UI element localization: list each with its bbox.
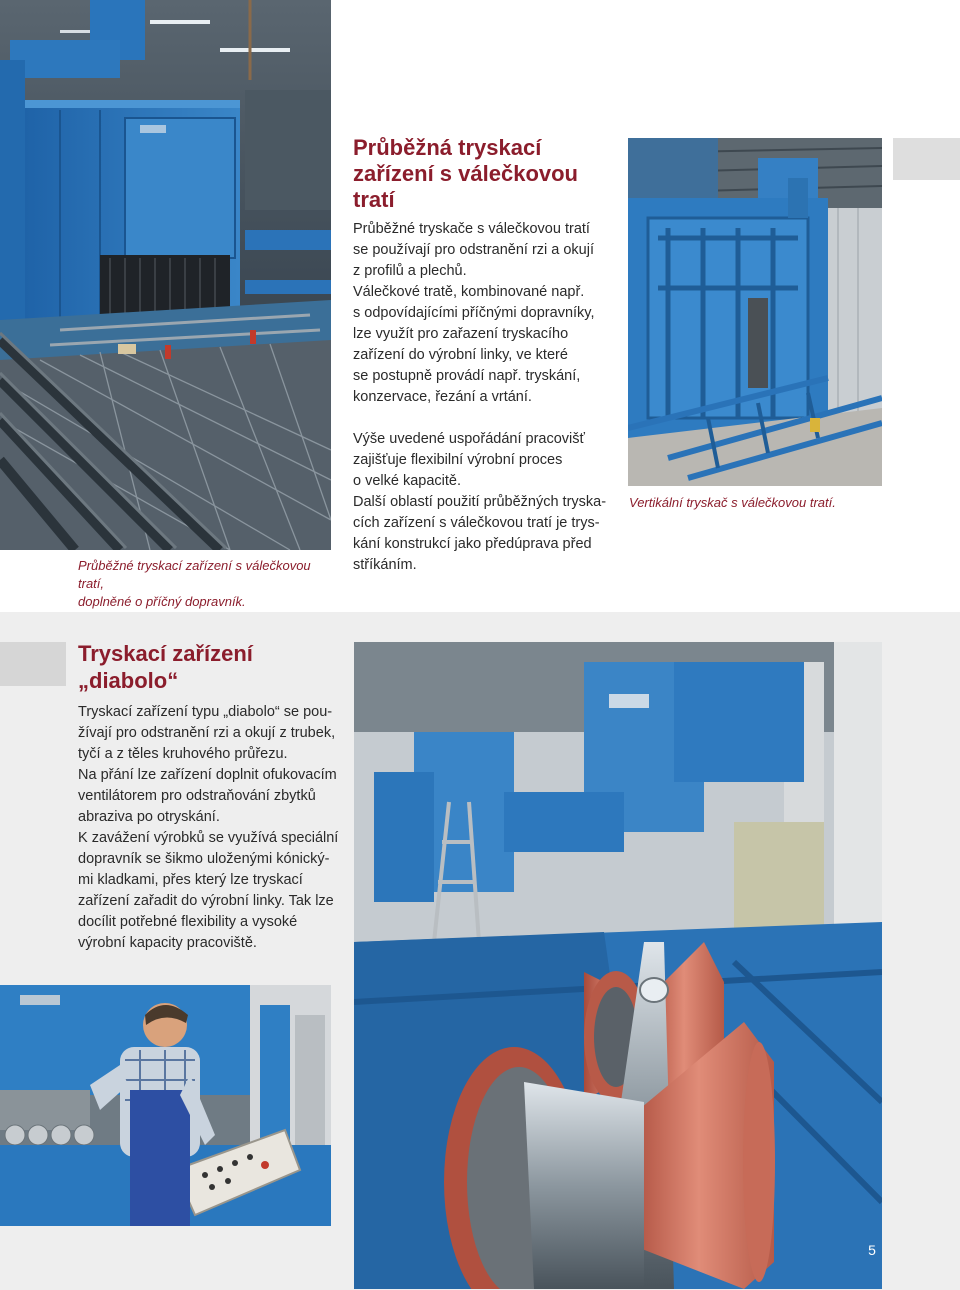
- page-number: 5: [868, 1242, 876, 1258]
- title-line: zařízení s válečkovou: [353, 161, 578, 186]
- text-line: z profilů a plechů.: [353, 263, 467, 279]
- text-line: cích zařízení s válečkovou tratí je trys-: [353, 515, 600, 531]
- text-line: o velké kapacitě.: [353, 473, 462, 489]
- section-title: [78, 640, 338, 694]
- text-line: zajišťuje flexibilní výrobní proces: [353, 452, 563, 468]
- title-line: tratí: [353, 187, 395, 212]
- photo-vertical-blaster: [628, 138, 882, 486]
- title-line: Průběžná tryskací: [353, 135, 542, 160]
- text-line: mi kladkami, přes který lze tryskací: [78, 872, 303, 888]
- text-line: výrobní kapacity pracoviště.: [78, 935, 257, 951]
- text-line: Na přání lze zařízení doplnit ofukovacím: [78, 767, 337, 783]
- caption-left: [78, 557, 338, 611]
- photo-roller-blasting-machine: [0, 0, 331, 550]
- text-line: stříkáním.: [353, 557, 417, 573]
- caption-line: doplněné o příčný dopravník.: [78, 594, 246, 609]
- text-line: se postupně provádí např. tryskání,: [353, 368, 581, 384]
- title-line: Tryskací zařízení: [78, 641, 253, 666]
- text-line: konzervace, řezání a vrtání.: [353, 389, 532, 405]
- photo-operator-control-panel: [0, 985, 331, 1226]
- diabolo-paragraph: [78, 702, 340, 954]
- text-line: Tryskací zařízení typu „diabolo“ se pou-: [78, 704, 333, 720]
- text-line: abraziva po otryskání.: [78, 809, 220, 825]
- text-line: žívají pro odstranění rzi a okují z trubek,: [78, 725, 336, 741]
- text-line: se používají pro odstranění rzi a okují: [353, 242, 594, 258]
- title-line: „diabolo“: [78, 668, 179, 693]
- caption-right: Vertikální tryskač s válečkovou tratí.: [629, 495, 836, 510]
- text-line: Válečkové tratě, kombinované např.: [353, 284, 585, 300]
- text-line: tyčí a z těles kruhového průřezu.: [78, 746, 288, 762]
- text-line: Průběžné tryskače s válečkovou tratí: [353, 221, 590, 237]
- text-line: zařízení zařadit do výrobní linky. Tak lze: [78, 893, 334, 909]
- caption-line: Průběžné tryskací zařízení s válečkovou tratí,: [78, 558, 311, 591]
- second-paragraph: [353, 429, 613, 576]
- decorative-gray-tab: [893, 138, 960, 180]
- text-line: dopravník se šikmo uloženými kónický-: [78, 851, 330, 867]
- text-line: docílit potřebné flexibility a vysoké: [78, 914, 298, 930]
- text-line: lze využít pro zařazení tryskacího: [353, 326, 569, 342]
- text-line: kání konstrukcí jako předúprava před: [353, 536, 592, 552]
- section-title: [353, 135, 613, 213]
- text-line: zařízení do výrobní linky, ve které: [353, 347, 568, 363]
- text-line: ventilátorem pro odstraňování zbytků: [78, 788, 316, 804]
- text-line: K zavážení výrobků se využívá speciální: [78, 830, 339, 846]
- photo-diabolo-conveyor: [354, 642, 882, 1289]
- decorative-gray-tab: [0, 642, 66, 686]
- intro-paragraph: [353, 219, 613, 408]
- text-line: s odpovídajícími příčnými dopravníky,: [353, 305, 595, 321]
- text-line: Výše uvedené uspořádání pracovišť: [353, 431, 585, 447]
- text-line: Další oblastí použití průběžných tryska-: [353, 494, 607, 510]
